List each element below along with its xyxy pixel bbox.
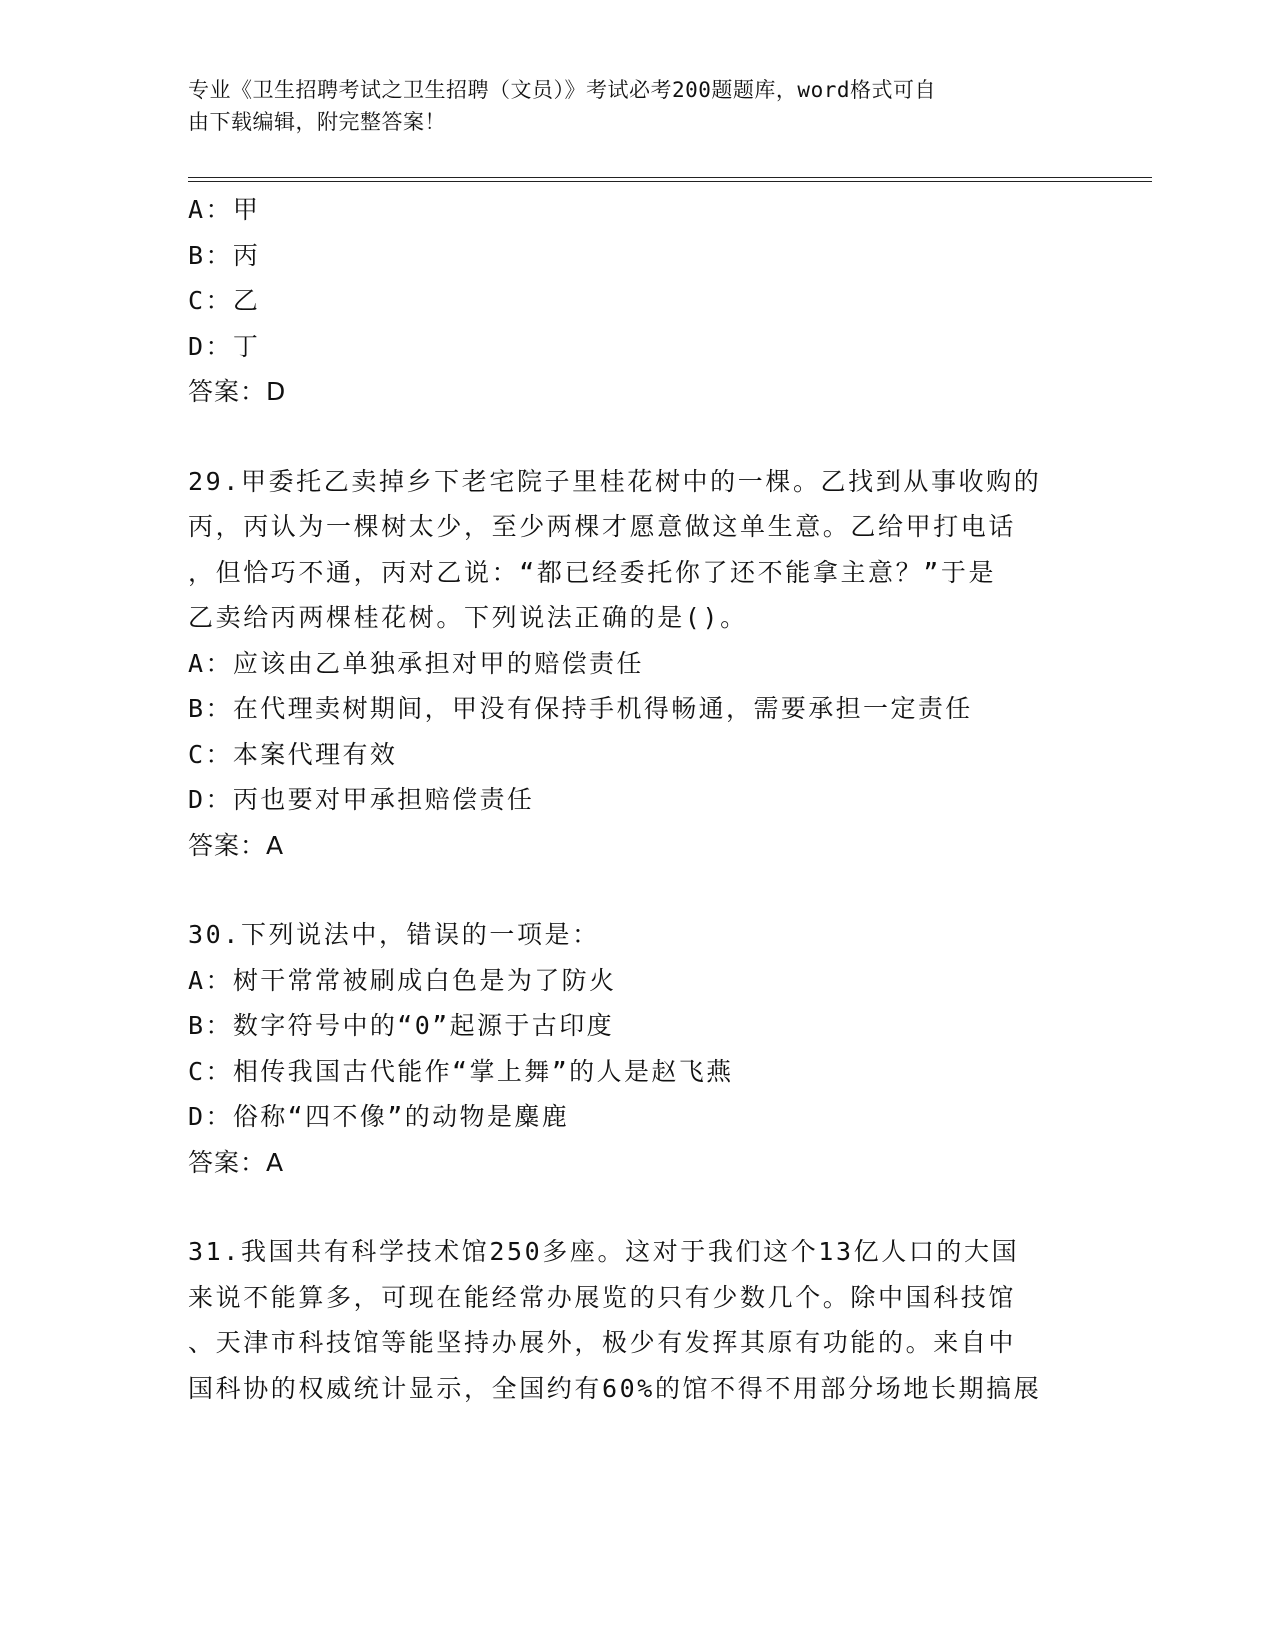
question-30-line-1: 30.下列说法中，错误的一项是： bbox=[188, 920, 600, 949]
question-29-text bbox=[188, 459, 1108, 641]
question-31-line-3: 、天津市科技馆等能坚持办展外，极少有发挥其原有功能的。来自中 bbox=[188, 1328, 1017, 1357]
question-29-options bbox=[188, 641, 1108, 823]
option-c: C：相传我国古代能作“掌上舞”的人是赵飞燕 bbox=[188, 1056, 734, 1086]
question-29-line-3: ，但恰巧不通，丙对乙说：“都已经委托你了还不能拿主意？”于是 bbox=[188, 557, 997, 587]
spacer bbox=[188, 868, 1108, 912]
option-d: D：丙也要对甲承担赔偿责任 bbox=[188, 785, 535, 814]
header-line-1: 专业《卫生招聘考试之卫生招聘（文员）》考试必考200题题库，word格式可自 bbox=[188, 78, 936, 102]
question-30-options bbox=[188, 958, 1108, 1140]
question-29-line-2: 丙，丙认为一棵树太少，至少两棵才愿意做这单生意。乙给甲打电话 bbox=[188, 512, 1017, 541]
prev-question-options bbox=[188, 187, 1108, 369]
option-a: A：树干常常被刷成白色是为了防火 bbox=[188, 965, 617, 995]
question-29-line-1: 29.甲委托乙卖掉乡下老宅院子里桂花树中的一棵。乙找到从事收购的 bbox=[188, 466, 1042, 496]
option-c: C：乙 bbox=[188, 286, 261, 315]
option-b: B：丙 bbox=[188, 240, 261, 270]
header-line-2: 由下载编辑，附完整答案！ bbox=[188, 110, 446, 134]
question-31-line-1: 31.我国共有科学技术馆250多座。这对于我们这个13亿人口的大国 bbox=[188, 1237, 1020, 1266]
question-29-answer: 答案：A bbox=[188, 830, 285, 860]
option-c: C：本案代理有效 bbox=[188, 739, 398, 769]
question-31-line-2: 来说不能算多，可现在能经常办展览的只有少数几个。除中国科技馆 bbox=[188, 1282, 1017, 1312]
question-list bbox=[188, 187, 1108, 1411]
header-divider bbox=[188, 177, 1152, 182]
document-header bbox=[188, 74, 1088, 138]
option-b: B：数字符号中的“0”起源于古印度 bbox=[188, 1011, 615, 1040]
question-30-answer: 答案：A bbox=[188, 1147, 285, 1177]
option-b: B：在代理卖树期间，甲没有保持手机得畅通，需要承担一定责任 bbox=[188, 694, 973, 723]
question-29-line-4: 乙卖给丙两棵桂花树。下列说法正确的是()。 bbox=[188, 603, 748, 632]
spacer bbox=[188, 1185, 1108, 1229]
question-30-text bbox=[188, 912, 1108, 958]
option-d: D：俗称“四不像”的动物是麋鹿 bbox=[188, 1102, 570, 1131]
question-31-line-4: 国科协的权威统计显示，全国约有60%的馆不得不用部分场地长期搞展 bbox=[188, 1373, 1042, 1403]
prev-question-answer: 答案：D bbox=[188, 377, 287, 406]
option-a: A：应该由乙单独承担对甲的赔偿责任 bbox=[188, 648, 644, 678]
option-a: A：甲 bbox=[188, 195, 261, 224]
question-31-text bbox=[188, 1229, 1108, 1411]
option-d: D：丁 bbox=[188, 331, 261, 361]
spacer bbox=[188, 415, 1108, 459]
